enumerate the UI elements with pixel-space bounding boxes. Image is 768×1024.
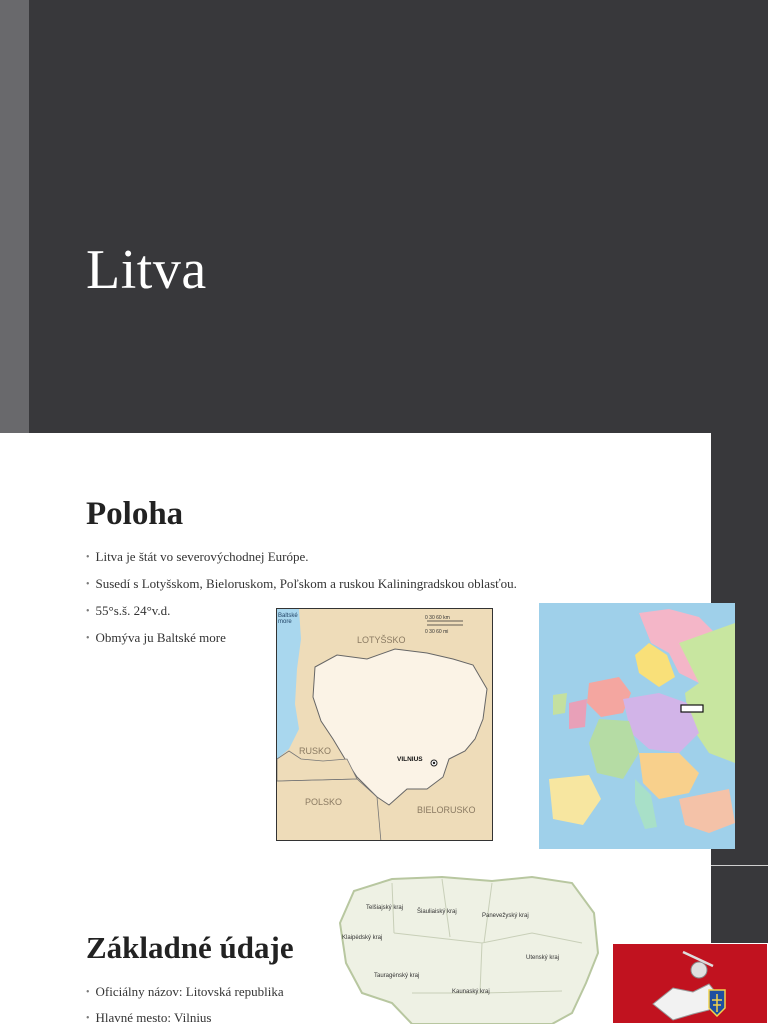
map-label-russia: RUSKO [299,746,332,756]
map-label-poland: POLSKO [305,797,343,807]
zakladne-heading: Základné údaje [86,930,294,965]
bullet-icon: • [86,633,90,644]
list-item: • Susedí s Lotyšskom, Bieloruskom, Poľskom a ruskou Kaliningradskou oblasťou. [86,576,517,591]
bullet-icon: • [86,552,90,563]
bullet-icon: • [86,606,90,617]
region-label-siauliai: Šiauliaiský kraj [417,909,457,915]
lithuania-map [276,608,493,841]
bullet-icon: • [86,579,90,590]
content-slide [0,433,711,1024]
title-slide [0,0,768,433]
map-scale-km: 0 30 60 km [425,615,450,621]
slide-title: Litva [86,239,207,301]
map-label-sea: Baltské [278,613,298,619]
bullet-icon: • [86,1013,90,1024]
map-label-latvia: LOTYŠSKO [357,635,406,645]
region-label-klaipeda: Klaipėdský kraj [342,935,383,941]
region-label-kaunas: Kaunaský kraj [452,989,490,995]
region-label-utena: Utenský kraj [526,955,560,961]
bullet-icon: • [86,987,90,998]
coat-of-arms-image [612,943,768,1024]
map-label-capital: VILNIUS [397,756,423,763]
list-item: • 55°s.š. 24°v.d. [86,603,171,618]
region-label-taurage: Tauragėnský kraj [374,973,420,979]
region-label-telsiai: Telšiajský kraj [366,905,404,911]
regions-map [332,873,602,1024]
map-label-sea2: more [278,619,292,625]
map-scale-mi: 0 30 60 mi [425,629,449,635]
poloha-heading: Poloha [86,496,184,532]
list-item: • Oficiálny názov: Litovská republika [86,984,284,999]
list-item: • Hlavné mesto: Vilnius [86,1010,212,1024]
region-label-panevezys: Panevežyský kraj [482,913,529,919]
accent-stripe [0,0,29,433]
divider-line [711,865,768,866]
europe-map [539,603,735,849]
map-label-belarus: BIELORUSKO [417,805,476,815]
zakladne-bullet-list [86,984,284,1024]
list-item: • Obmýva ju Baltské more [86,630,226,645]
list-item: • Litva je štát vo severovýchodnej Európe. [86,549,309,564]
